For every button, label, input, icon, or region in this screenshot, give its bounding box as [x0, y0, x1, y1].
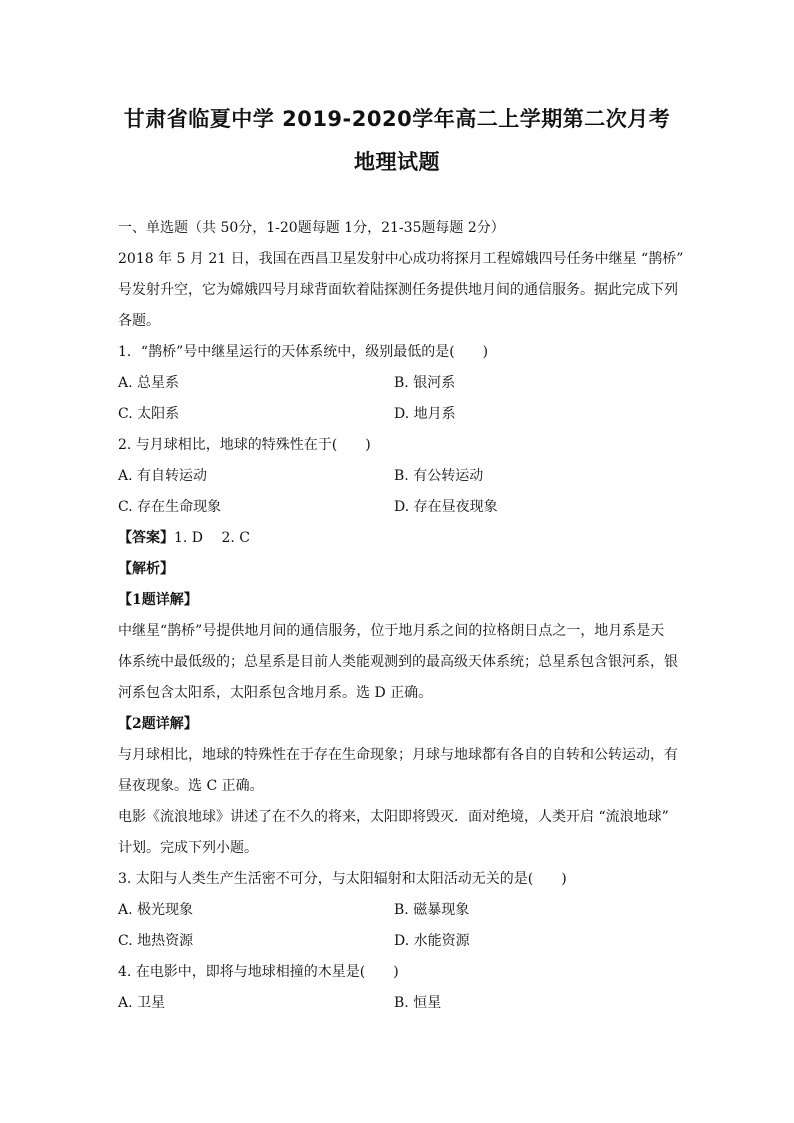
- option-b: B. 恒星: [394, 995, 442, 1011]
- answer-line: [118, 523, 684, 554]
- detail-1-label: 【1题详解】: [118, 592, 198, 608]
- option-a: A. 极光现象: [118, 902, 194, 918]
- question-1-stem: 1．“鹊桥”号中继星运行的天体系统中，级别最低的是( ): [118, 344, 489, 360]
- question-3-options-row: [118, 895, 684, 926]
- option-d: D. 水能资源: [394, 933, 470, 949]
- detail-2-line: 与月球相比，地球的特殊性在于存在生命现象；月球与地球都有各自的自转和公转运动，有: [118, 747, 678, 763]
- question-3-stem: 3. 太阳与人类生产生活密不可分，与太阳辐射和太阳活动无关的是( ): [118, 871, 567, 887]
- option-d: D. 地月系: [394, 406, 456, 422]
- question-1-options-row: [118, 368, 684, 399]
- detail-1-line: 河系包含太阳系，太阳系包含地月系。选 D 正确。: [118, 685, 433, 701]
- option-b: B. 银河系: [394, 375, 456, 391]
- intro-paragraph-line: 各题。: [118, 313, 160, 329]
- question-2-options-row: [118, 492, 684, 523]
- option-c: C. 太阳系: [118, 406, 180, 422]
- question-3-options-row: [118, 926, 684, 957]
- intro-paragraph-line: 电影《流浪地球》讲述了在不久的将来，太阳即将毁灭．面对绝境，人类开启 “流浪地球”: [118, 809, 669, 825]
- question-2-stem: 2. 与月球相比，地球的特殊性在于( ): [118, 437, 371, 453]
- detail-1-line: 体系统中最低级的；总星系是目前人类能观测到的最高级天体系统；总星系包含银河系，银: [118, 654, 678, 670]
- document-body: [118, 213, 684, 1019]
- section-heading: 一、单选题（共 50分，1-20题每题 1分，21-35题每题 2分）: [118, 220, 505, 236]
- analysis-label: 【解析】: [118, 561, 174, 577]
- document-title: 甘肃省临夏中学 2019-2020学年高二上学期第二次月考: [123, 107, 671, 131]
- option-b: B. 磁暴现象: [394, 902, 470, 918]
- answer-text: 1. D 2. C: [174, 530, 251, 546]
- question-4-options-row: [118, 988, 684, 1019]
- option-a: A. 总星系: [118, 375, 180, 391]
- question-1-options-row: [118, 399, 684, 430]
- question-4-stem: 4. 在电影中，即将与地球相撞的木星是( ): [118, 964, 399, 980]
- intro-paragraph-line: 计划。完成下列小题。: [118, 840, 258, 856]
- detail-1-line: 中继星“鹊桥”号提供地月间的通信服务，位于地月系之间的拉格朗日点之一，地月系是天: [118, 623, 665, 639]
- option-a: A. 有自转运动: [118, 468, 208, 484]
- detail-2-line: 昼夜现象。选 C 正确。: [118, 778, 264, 794]
- option-b: B. 有公转运动: [394, 468, 484, 484]
- intro-paragraph-line: 号发射升空，它为嫦娥四号月球背面软着陆探测任务提供地月间的通信服务。据此完成下列: [118, 282, 678, 298]
- option-c: C. 地热资源: [118, 933, 194, 949]
- option-d: D. 存在昼夜现象: [394, 499, 498, 515]
- question-2-options-row: [118, 461, 684, 492]
- document-subtitle: 地理试题: [354, 150, 440, 174]
- answer-label: 【答案】: [118, 530, 174, 546]
- option-c: C. 存在生命现象: [118, 499, 222, 515]
- option-a: A. 卫星: [118, 995, 166, 1011]
- detail-2-label: 【2题详解】: [118, 716, 198, 732]
- intro-paragraph-line: 2018 年 5 月 21 日，我国在西昌卫星发射中心成功将探月工程嫦娥四号任务中继星 “鹊桥”: [118, 251, 684, 267]
